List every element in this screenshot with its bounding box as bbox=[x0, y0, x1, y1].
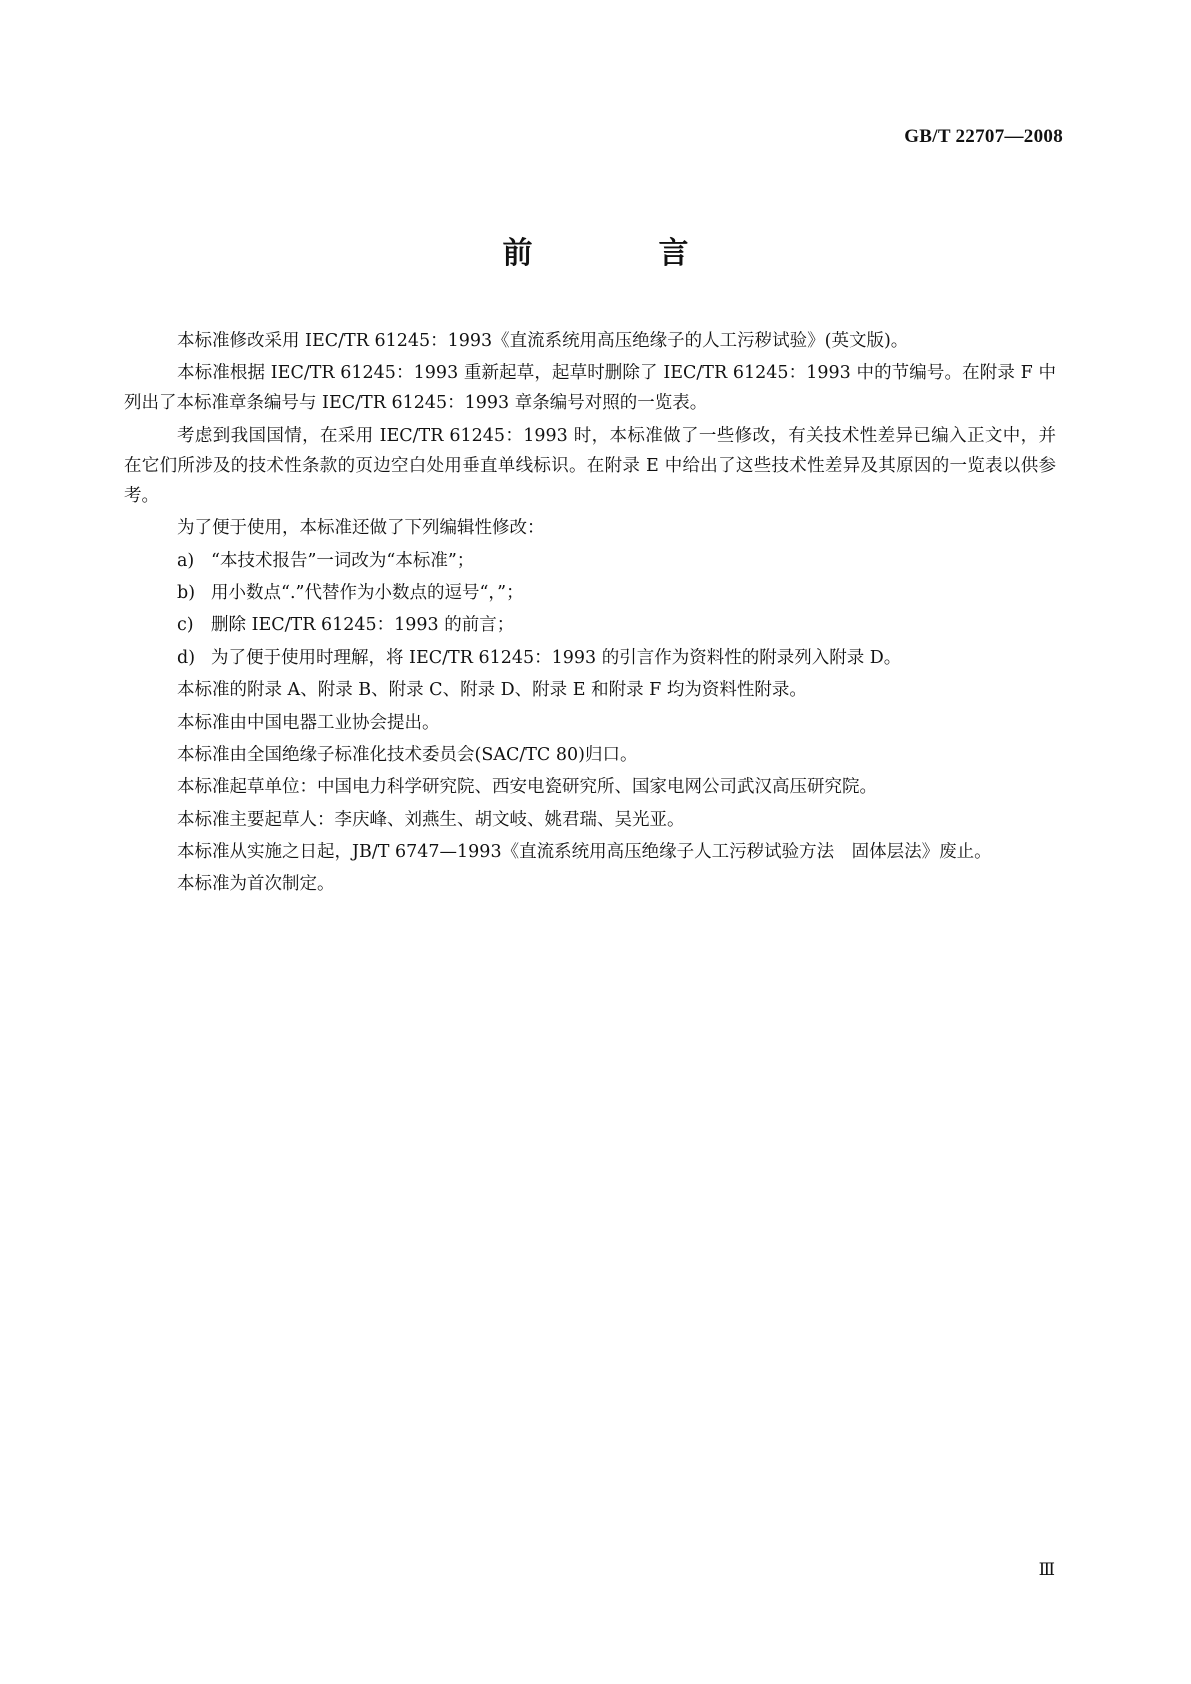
paragraph-first-edition: 本标准为首次制定。 bbox=[177, 874, 335, 895]
paragraph-proposed-by: 本标准由中国电器工业协会提出。 bbox=[177, 712, 440, 733]
standard-code: GB/T 22707—2008 bbox=[904, 126, 1063, 147]
list-marker: c) bbox=[177, 615, 194, 636]
paragraph-redraft: 本标准根据 IEC/TR 61245：1993 重新起草，起草时删除了 IEC/TR 61245：1993 中的节编号。在附录 F 中列出了本标准章条编号与 IEC/TR 61245：1993 章条编号对照的一览表。 bbox=[124, 363, 1056, 414]
list-item bbox=[124, 546, 1056, 576]
list-item bbox=[124, 643, 1056, 673]
paragraph-drafting-units: 本标准起草单位：中国电力科学研究院、西安电瓷研究所、国家电网公司武汉高压研究院。 bbox=[177, 777, 877, 798]
list-marker: d) bbox=[177, 647, 196, 668]
list-marker: b) bbox=[177, 582, 196, 603]
list-item bbox=[124, 578, 1056, 608]
list-text: 为了便于使用时理解，将 IEC/TR 61245：1993 的引言作为资料性的附录列入附录 D。 bbox=[211, 647, 902, 668]
list-item bbox=[124, 610, 1056, 640]
paragraph-appendices: 本标准的附录 A、附录 B、附录 C、附录 D、附录 E 和附录 F 均为资料性附录。 bbox=[177, 680, 807, 701]
list-text: 删除 IEC/TR 61245：1993 的前言； bbox=[211, 615, 515, 636]
paragraph-editorial-intro: 为了便于使用，本标准还做了下列编辑性修改： bbox=[177, 518, 545, 539]
list-marker: a) bbox=[177, 550, 195, 571]
paragraph-adoption: 本标准修改采用 IEC/TR 61245：1993《直流系统用高压绝缘子的人工污秽试验》(英文版)。 bbox=[177, 331, 909, 351]
paragraph-centralized-by: 本标准由全国绝缘子标准化技术委员会(SAC/TC 80)归口。 bbox=[177, 744, 638, 765]
foreword-body bbox=[124, 326, 1056, 902]
list-text: 用小数点“.”代替作为小数点的逗号“，”； bbox=[211, 582, 524, 603]
paragraph-superseded: 本标准从实施之日起，JB/T 6747—1993《直流系统用高压绝缘子人工污秽试验方法 固体层法》废止。 bbox=[177, 842, 992, 863]
page-number: Ⅲ bbox=[1038, 1560, 1055, 1579]
list-text: “本技术报告”一词改为“本标准”； bbox=[211, 550, 475, 571]
paragraph-drafters: 本标准主要起草人：李庆峰、刘燕生、胡文岐、姚君瑞、吴光亚。 bbox=[177, 809, 685, 830]
paragraph-technical-differences: 考虑到我国国情，在采用 IEC/TR 61245：1993 时，本标准做了一些修改，有关技术性差异已编入正文中，并在它们所涉及的技术性条款的页边空白处用垂直单线标识。在附录 E 中给出了这些技术性差异及其原因的一览表以供参考。 bbox=[124, 425, 1056, 506]
page-title: 前 言 bbox=[502, 236, 737, 271]
